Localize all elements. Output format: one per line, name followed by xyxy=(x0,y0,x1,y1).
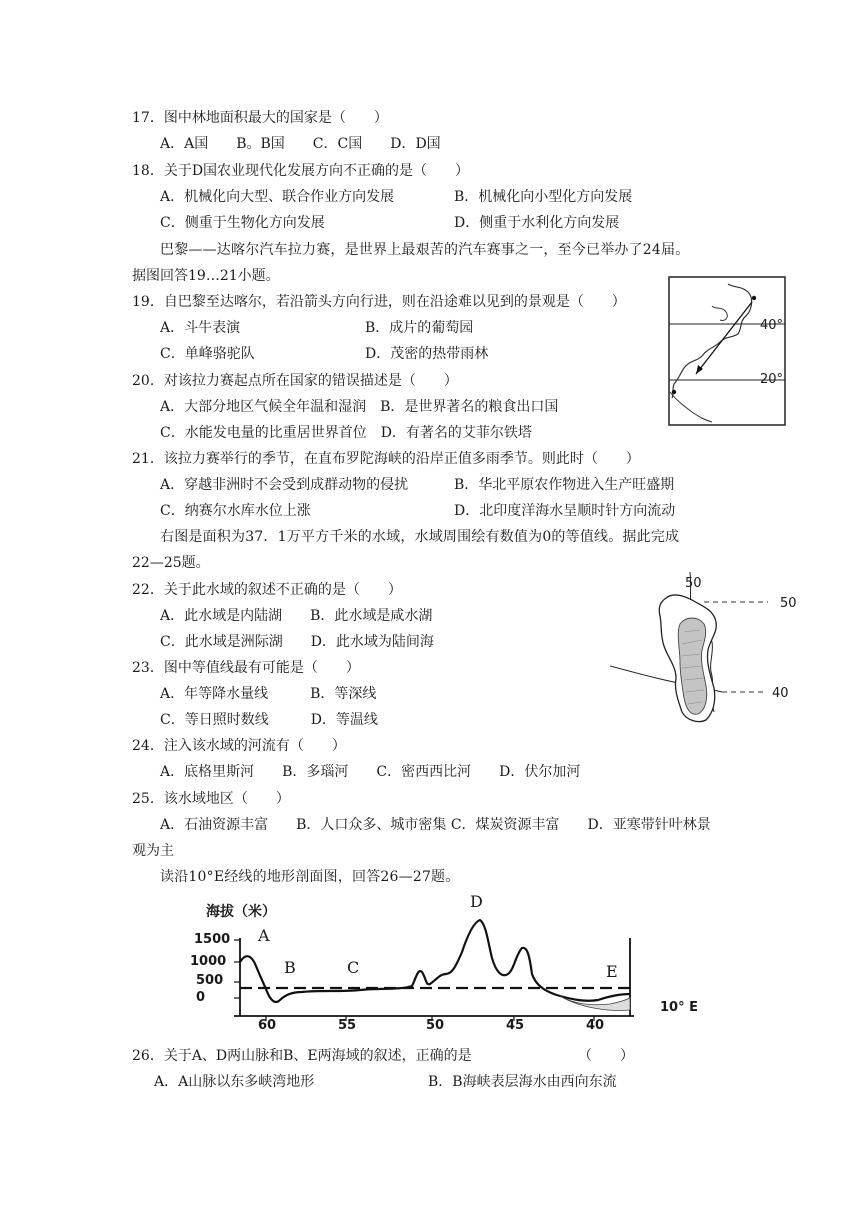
q25-options: A．石油资源丰富 B．人口众多、城市密集 C．煤炭资源丰富 D．亚寒带针叶林景 xyxy=(160,817,711,833)
q24-stem: 24．注入该水域的河流有（ ） xyxy=(132,738,346,754)
q23-stem: 23．图中等值线最有可能是（ ） xyxy=(132,660,360,676)
q26-option-a: A．A山脉以东多峡湾地形 xyxy=(154,1074,315,1090)
profile-ytick-0: 0 xyxy=(196,990,206,1005)
map2-contour-label-right: 50 xyxy=(780,596,797,611)
profile-xtick-45: 45 xyxy=(506,1018,525,1033)
q18-option-c: C．侧重于生物化方向发展 xyxy=(160,215,325,231)
profile-ylabel: 海拔（米） xyxy=(206,904,276,920)
profile-xtick-40: 40 xyxy=(586,1018,605,1033)
q17-options: A．A国 B。B国 C．C国 D．D国 xyxy=(160,136,441,152)
q22-stem: 22．关于此水域的叙述不正确的是（ ） xyxy=(132,582,402,598)
q26-option-b: B．B海峡表层海水由西向东流 xyxy=(428,1074,617,1090)
q19-option-c: C．单峰骆驼队 xyxy=(160,346,255,362)
q21-option-c: C．纳赛尔水库水位上涨 xyxy=(160,503,311,519)
q21-option-a: A．穿越非洲时不会受到成群动物的侵扰 xyxy=(160,477,409,493)
q26-answer-paren: （ ） xyxy=(578,1048,634,1064)
q23-options-cd: C．等日照时数线 D．等温线 xyxy=(160,712,378,728)
q19-option-a: A．斗牛表演 xyxy=(160,320,241,336)
profile-label-b: B xyxy=(284,958,296,977)
profile-ytick-500: 500 xyxy=(196,973,224,988)
profile-xtick-55: 55 xyxy=(338,1018,357,1033)
intro-26-27: 读沿10°E经线的地形剖面图，回答26—27题。 xyxy=(160,869,460,885)
q17-stem: 17．图中林地面积最大的国家是（ ） xyxy=(132,110,388,126)
map1-lat-40: 40° xyxy=(760,318,784,333)
q22-options-cd: C．此水域是洲际湖 D．此水域为陆间海 xyxy=(160,634,434,650)
q19-option-b: B．成片的葡萄园 xyxy=(365,320,474,336)
profile-label-d: D xyxy=(470,892,483,911)
q24-options: A．底格里斯河 B．多瑙河 C．密西西比河 D．伏尔加河 xyxy=(160,764,581,780)
profile-ytick-1500: 1500 xyxy=(194,932,231,947)
q23-options-ab: A．年等降水量线 B．等深线 xyxy=(160,686,377,702)
intro-19-21-line1: 巴黎——达喀尔汽车拉力赛，是世界上最艰苦的汽车赛事之一，至今已举办了24届。 xyxy=(160,242,690,258)
q26-stem: 26．关于A、D两山脉和B、E两海域的叙述，正确的是 xyxy=(132,1048,472,1064)
q18-stem: 18．关于D国农业现代化发展方向不正确的是（ ） xyxy=(132,163,470,179)
q20-options-ab: A．大部分地区气候全年温和湿润 B．是世界著名的粮食出口国 xyxy=(160,399,559,415)
paris-dakar-map xyxy=(668,276,788,432)
intro-22-25-line1: 右图是面积为37．1万平方千米的水域，水域周围绘有数值为0的等值线。据此完成 xyxy=(160,529,680,545)
profile-meridian-label: 10° E xyxy=(660,1000,698,1015)
profile-label-c: C xyxy=(347,958,360,977)
q21-option-d: D．北印度洋海水呈顺时针方向流动 xyxy=(454,503,676,519)
q18-option-d: D．侧重于水利化方向发展 xyxy=(454,215,620,231)
q25-options-cont: 观为主 xyxy=(132,843,174,859)
intro-22-25-line2: 22—25题。 xyxy=(132,555,210,571)
map1-lat-20: 20° xyxy=(760,372,784,387)
map2-contour-label-bottom: 40 xyxy=(772,686,789,701)
q21-option-b: B．华北平原农作物进入生产旺盛期 xyxy=(454,477,675,493)
q18-option-b: B．机械化向小型化方向发展 xyxy=(454,189,633,205)
q25-stem: 25．该水域地区（ ） xyxy=(132,791,290,807)
q19-option-d: D．茂密的热带雨林 xyxy=(365,346,489,362)
profile-xtick-60: 60 xyxy=(258,1018,277,1033)
q21-stem: 21．该拉力赛举行的季节，在直布罗陀海峡的沿岸正值多雨季节。则此时（ ） xyxy=(132,451,640,467)
q20-options-cd: C．水能发电量的比重居世界首位 D．有著名的艾菲尔铁塔 xyxy=(160,425,532,441)
profile-label-a: A xyxy=(258,926,270,945)
profile-label-e: E xyxy=(606,962,618,981)
q20-stem: 20．对该拉力赛起点所在国家的错误描述是（ ） xyxy=(132,373,458,389)
intro-19-21-line2: 据图回答19…21小题。 xyxy=(132,268,280,284)
map2-contour-label-top: 50 xyxy=(685,576,702,591)
profile-xtick-50: 50 xyxy=(426,1018,445,1033)
profile-ytick-1000: 1000 xyxy=(190,954,227,969)
q19-stem: 19．自巴黎至达喀尔，若沿箭头方向行进，则在沿途难以见到的景观是（ ） xyxy=(132,294,626,310)
q22-options-ab: A．此水域是内陆湖 B．此水域是咸水湖 xyxy=(160,608,433,624)
q18-option-a: A．机械化向大型、联合作业方向发展 xyxy=(160,189,395,205)
